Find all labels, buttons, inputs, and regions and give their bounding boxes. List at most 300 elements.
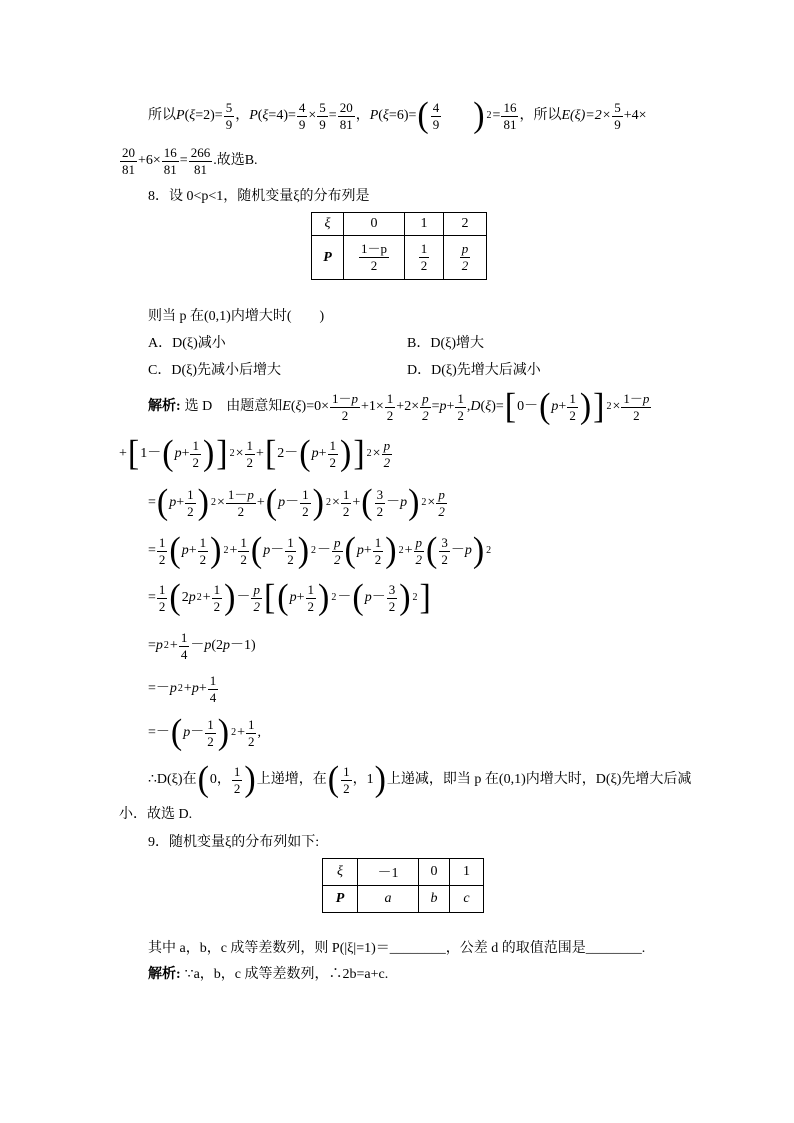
math-glyph: 1 — [233, 763, 241, 779]
fraction — [338, 101, 355, 131]
fraction — [419, 242, 430, 272]
math-glyph: 2 — [374, 551, 382, 567]
math-glyph: [ — [263, 578, 276, 618]
denominator: 81 — [503, 116, 517, 132]
q8-solution-line-5: = $\frac{1}{2}$ ( 2 p 2 + $\frac{1}{2}$ ) － $\frac{p}{2}$ [ ( p + $\frac{1}{2}$ ) 2 － ( p － $\frac{3}{2}$ ) 2 ] — [148, 578, 431, 618]
math-glyph — [382, 439, 393, 469]
math-glyph: ξ — [485, 399, 492, 414]
math-glyph: 1 — [342, 486, 350, 502]
denominator: 9 — [614, 116, 621, 132]
math-glyph: 2 — [302, 503, 309, 519]
math-glyph: ( — [197, 760, 209, 800]
math-glyph: 2 — [386, 407, 394, 423]
math-glyph — [385, 392, 396, 422]
text: = — [179, 153, 188, 168]
math-glyph — [285, 536, 296, 566]
math-glyph: ) — [244, 760, 256, 800]
math-glyph: ) — [297, 531, 310, 571]
text: = — [328, 108, 337, 123]
math-glyph: 2 — [334, 551, 341, 567]
math-glyph: ( — [344, 531, 356, 571]
text: P — [369, 108, 379, 123]
denominator: 9 — [225, 116, 233, 132]
math-glyph: 1 — [302, 486, 309, 502]
fraction — [224, 101, 235, 131]
math-glyph — [375, 488, 386, 518]
numerator: 5 — [319, 99, 326, 115]
fraction — [162, 146, 179, 176]
q8-option-b: B．D(ξ)增大 — [407, 336, 485, 351]
math-glyph: p — [383, 437, 391, 453]
math-glyph: p — [356, 543, 364, 558]
math-glyph: ( — [539, 387, 551, 427]
denominator: 2 — [461, 258, 469, 273]
text: P — [249, 108, 258, 123]
math-glyph — [323, 859, 484, 886]
q8-solution-line-1: 解析: 选 D 由题意知 E ( ξ )=0× $\frac{1-p}{2}$ +1× $\frac{1}{2}$ +2× $\frac{p}{2}$ = p + $\frac{1}{2}$ , D ( ξ )= [ 0－ ( p + $\frac{1}{2}$ ) ] 2 × $\frac{1-p}{2}$ — [148, 387, 650, 427]
math-glyph — [245, 439, 256, 469]
text: E(ξ)=2× — [561, 108, 612, 123]
exponent: 2 — [486, 110, 492, 121]
math-glyph — [238, 536, 249, 566]
math-glyph: p — [334, 534, 341, 550]
math-glyph: 1 — [343, 763, 350, 779]
math-glyph: 2 — [412, 592, 418, 603]
numerator: 4 — [432, 99, 440, 115]
math-glyph — [205, 718, 216, 748]
math-glyph — [198, 536, 209, 566]
fraction — [189, 146, 213, 176]
math-glyph: 1 — [213, 581, 221, 597]
math-glyph: ( — [156, 483, 169, 523]
math-glyph: 1 — [187, 486, 194, 502]
math-glyph: ) — [340, 434, 352, 474]
table-cell: a — [358, 886, 419, 913]
math-glyph: ) — [472, 531, 485, 571]
math-glyph: p — [400, 495, 408, 510]
math-glyph: ) — [318, 578, 330, 618]
q8-solution-line-4: = $\frac{1}{2}$ ( p + $\frac{1}{2}$ ) 2 + $\frac{1}{2}$ ( p － $\frac{1}{2}$ ) 2 － $\frac{p}{2}$ ( p + $\frac{1}{2}$ ) 2 + $\frac{p}{2}$ ( $\frac{3}{2}$ － p ) 2 — [148, 531, 492, 571]
text: = — [492, 108, 501, 123]
text: ξ — [189, 108, 196, 123]
q8-solution-line-8: =－ ( p － $\frac{1}{2}$ ) 2 + $\frac{1}{2}$ , — [148, 713, 261, 753]
math-glyph: p — [204, 638, 212, 653]
math-glyph: p — [642, 390, 650, 406]
math-glyph — [567, 392, 578, 422]
denominator: 81 — [339, 116, 353, 132]
text: 所以 — [533, 108, 562, 123]
math-glyph — [373, 536, 384, 566]
math-glyph: 3 — [441, 534, 448, 550]
denominator: 9 — [319, 116, 326, 132]
math-glyph: 1 — [569, 390, 576, 406]
denominator: 9 — [298, 116, 306, 132]
math-glyph: p — [155, 638, 163, 653]
q8-distribution-table — [311, 212, 487, 280]
numerator: 266 — [190, 144, 211, 160]
text: ξ — [262, 108, 269, 123]
math-glyph: 2 — [287, 551, 294, 567]
q8-option-d: D．D(ξ)先增大后减小 — [407, 363, 541, 378]
math-glyph: 3 — [388, 581, 396, 597]
table-header: 0 — [344, 213, 405, 236]
math-glyph: 2 — [163, 640, 169, 651]
math-glyph: p — [263, 543, 271, 558]
solution-label: 解析: — [148, 399, 181, 414]
denominator: 2 — [370, 258, 378, 273]
numerator: 5 — [614, 99, 621, 115]
math-glyph: 2 — [388, 598, 396, 614]
q8-solution-line-2: + [ 1－ ( p + $\frac{1}{2}$ ) ] 2 × $\frac{1}{2}$ + [ 2－ ( p + $\frac{1}{2}$ ) ] 2 × $\frac{p}{2}$ — [119, 434, 391, 474]
table-header: 1 — [450, 859, 484, 886]
q9-question: 其中 a，b，c 成等差数列，则 P(|ξ|=1)＝________，公差 d 的取值范围是________. — [148, 941, 646, 956]
math-glyph — [439, 536, 450, 566]
math-glyph: 2 — [307, 598, 315, 614]
fraction — [431, 101, 442, 131]
math-glyph: 2 — [486, 545, 492, 556]
right-paren: ) — [473, 96, 485, 136]
table-header: ξ — [312, 213, 344, 236]
math-glyph: 2 — [231, 727, 237, 738]
math-glyph — [323, 886, 484, 913]
math-glyph — [312, 236, 487, 280]
text: 选 D 由题意知 — [184, 399, 283, 414]
math-glyph: 2 — [422, 407, 429, 423]
text: × — [308, 108, 317, 123]
text: 上递增，在 — [256, 772, 327, 787]
math-glyph — [387, 583, 398, 613]
math-glyph: 1 — [207, 716, 214, 732]
math-glyph: ) — [408, 483, 420, 523]
text: ， — [235, 108, 250, 123]
math-glyph: ) — [579, 387, 592, 427]
q9-distribution-table — [322, 858, 484, 913]
text: +6× — [138, 153, 161, 168]
math-glyph: ) — [210, 531, 222, 571]
text: ∴D(ξ)在 — [148, 772, 197, 787]
math-glyph: 4 — [180, 646, 188, 662]
denominator: 81 — [122, 161, 135, 177]
math-glyph: 2 — [376, 503, 384, 519]
math-glyph: 2 — [196, 592, 202, 603]
numerator: 5 — [225, 99, 233, 115]
q8-question: 则当 p 在(0,1)内增大时( ) — [148, 309, 325, 324]
math-glyph: 2 — [237, 503, 245, 519]
math-glyph: ( — [250, 531, 263, 571]
math-glyph: 1 — [246, 437, 254, 453]
math-glyph — [179, 631, 190, 661]
math-glyph: p — [181, 543, 189, 558]
denominator: 81 — [193, 161, 207, 177]
math-glyph: 2 — [331, 592, 337, 603]
numerator: 16 — [163, 144, 177, 160]
math-glyph: 1 — [240, 534, 247, 550]
math-glyph: p — [183, 725, 191, 740]
denominator: 9 — [432, 116, 440, 132]
intro-line-1: 所以 P ( ξ =2)= $\frac{5}{9}$ ， P ( ξ =4)= $\frac{4}{9}$ × $\frac{5}{9}$ = $\frac{20}{81}$ ， P ( ξ =6)= ( $\frac{4}{9}$ ) 2 = $\frac{16}{81}$ ， 所以 E(ξ)=2× $\frac{5}{9}$ +4× — [148, 96, 647, 136]
math-glyph: 2 — [383, 454, 391, 470]
math-glyph — [157, 583, 168, 613]
math-glyph: 2 — [457, 407, 464, 423]
q8-solution-line-7: =－ p 2 + p + $\frac{1}{4}$ — [148, 672, 217, 705]
math-glyph: 2 — [606, 401, 612, 412]
math-glyph: p — [551, 399, 559, 414]
math-glyph — [436, 488, 447, 518]
math-glyph: p — [439, 399, 447, 414]
text: .故选B. — [213, 153, 258, 168]
math-glyph: ) — [224, 578, 236, 618]
math-glyph: 2 — [415, 551, 422, 567]
math-glyph: 2 — [158, 551, 166, 567]
math-glyph: 1－p — [227, 486, 254, 502]
text: ， — [519, 108, 534, 123]
fraction — [120, 146, 137, 176]
table-row-label: P — [312, 236, 344, 280]
text: ∵a，b，c 成等差数列，∴2b=a+c. — [184, 967, 389, 982]
math-glyph: 2 — [398, 545, 404, 556]
text: =2)= — [195, 108, 223, 123]
math-glyph: 2 — [342, 503, 350, 519]
numerator: 16 — [503, 99, 517, 115]
table-cell — [405, 236, 444, 280]
math-glyph: ] — [353, 434, 365, 474]
math-glyph: p — [278, 495, 286, 510]
text: =6)= — [388, 108, 417, 123]
math-glyph: 2 — [233, 780, 241, 796]
q8-stem: 8．设 0<p<1，随机变量ξ的分布列是 — [148, 189, 370, 204]
math-glyph — [226, 488, 256, 518]
math-glyph — [455, 392, 466, 422]
left-paren: ( — [417, 96, 429, 136]
fraction — [317, 101, 328, 131]
math-glyph: 2 — [223, 545, 229, 556]
math-glyph — [414, 536, 425, 566]
table-cell: c — [450, 886, 484, 913]
math-glyph: ( — [169, 531, 181, 571]
text: ， — [355, 108, 370, 123]
q8-solution-line-6: = p 2 + $\frac{1}{4}$ － p (2 p －1) — [148, 629, 256, 662]
fraction — [501, 101, 518, 131]
math-glyph: 2 — [213, 598, 221, 614]
math-glyph — [312, 213, 487, 280]
math-glyph: ( — [162, 434, 174, 474]
math-glyph: 2 — [192, 454, 199, 470]
math-glyph: p — [364, 590, 372, 605]
numerator: 1 — [420, 241, 428, 257]
math-glyph: 2 — [247, 733, 255, 749]
math-glyph: E — [282, 399, 291, 414]
math-glyph: ) — [197, 483, 209, 523]
math-glyph: ( — [277, 578, 289, 618]
text: +4× — [623, 108, 647, 123]
math-glyph: 2 — [421, 497, 427, 508]
math-glyph: 2 — [441, 551, 448, 567]
q8-solution-line-3: = ( p + $\frac{1}{2}$ ) 2 × $\frac{1-p}{2}$ + ( p － $\frac{1}{2}$ ) 2 × $\frac{1}{2}$ + ( $\frac{3}{2}$ － p ) 2 × $\frac{p}{2}$ — [148, 483, 445, 523]
solution-label: 解析: — [148, 967, 181, 982]
table-header: ξ — [323, 859, 358, 886]
math-glyph: [ — [504, 387, 517, 427]
math-glyph — [232, 765, 243, 795]
math-glyph: 2 — [341, 407, 349, 423]
math-glyph — [341, 488, 352, 518]
math-glyph — [306, 583, 317, 613]
math-glyph: ( — [265, 483, 278, 523]
math-glyph: 1 — [386, 390, 394, 406]
math-glyph: [ — [264, 434, 277, 474]
math-glyph: ( — [327, 760, 340, 800]
math-glyph — [251, 583, 262, 613]
table-cell: b — [419, 886, 450, 913]
math-glyph: p — [289, 590, 297, 605]
math-glyph — [208, 674, 219, 704]
math-glyph — [330, 392, 360, 422]
fraction — [359, 242, 389, 272]
math-glyph — [621, 392, 651, 422]
math-glyph: 1 — [374, 534, 382, 550]
denominator: 2 — [420, 258, 428, 273]
table-header: 0 — [419, 859, 450, 886]
math-glyph — [332, 536, 343, 566]
math-glyph: 2 — [633, 407, 640, 423]
math-glyph: ) — [374, 760, 386, 800]
math-glyph: 1 — [192, 437, 199, 453]
text: P — [176, 108, 185, 123]
math-glyph: 1 — [180, 629, 188, 645]
numerator: 20 — [339, 99, 353, 115]
math-glyph: 2 — [187, 503, 194, 519]
math-glyph: 1－p — [623, 390, 650, 406]
intro-line-2 — [119, 143, 258, 179]
math-glyph — [246, 718, 257, 748]
math-glyph: 2 — [438, 503, 445, 519]
text: 所以 — [148, 108, 176, 123]
math-glyph: 2 — [366, 448, 372, 459]
math-glyph: p — [169, 495, 177, 510]
fraction — [612, 101, 623, 131]
fraction — [297, 101, 308, 131]
q9-solution — [148, 968, 388, 982]
math-glyph: 2 — [240, 551, 247, 567]
math-glyph: 2 — [207, 733, 214, 749]
math-glyph: 2 — [229, 448, 235, 459]
math-glyph: p — [438, 486, 445, 502]
math-glyph: 1 — [307, 581, 315, 597]
math-glyph: 2 — [158, 598, 166, 614]
fraction — [460, 242, 471, 272]
math-glyph: 1 — [247, 716, 255, 732]
math-glyph — [185, 488, 196, 518]
math-glyph: 1 — [158, 534, 166, 550]
math-glyph: 2 — [253, 598, 260, 614]
q8-conclusion: ∴D(ξ)在 ( 0， $\frac{1}{2}$ ) 上递增，在 ( $\frac{1}{2}$ ，1 ) 上递减，即当 p 在(0,1)内增大时，D(ξ)先增大后减 — [148, 760, 692, 800]
math-glyph: 2 — [343, 780, 350, 796]
math-glyph: 1 — [199, 534, 207, 550]
text: =4)= — [268, 108, 296, 123]
math-glyph: ( — [361, 483, 373, 523]
numerator: p — [461, 241, 469, 257]
math-glyph: p — [169, 681, 177, 696]
table-header: 1 — [405, 213, 444, 236]
math-glyph: p — [247, 486, 254, 502]
math-glyph: [ — [127, 434, 140, 474]
math-glyph: p — [464, 543, 472, 558]
math-glyph: ) — [217, 713, 230, 753]
table-cell — [444, 236, 487, 280]
math-glyph: 2 — [329, 454, 336, 470]
math-glyph: ) — [385, 531, 397, 571]
math-glyph: ( — [426, 531, 438, 571]
math-glyph: ] — [593, 387, 605, 427]
math-glyph: p — [191, 681, 199, 696]
math-glyph — [328, 439, 339, 469]
math-glyph: 1 — [158, 581, 166, 597]
q9-stem: 9．随机变量ξ的分布列如下: — [148, 835, 320, 850]
table-header: －1 — [358, 859, 419, 886]
math-glyph: 2 — [199, 551, 207, 567]
math-glyph: ( — [299, 434, 311, 474]
math-glyph: 2 — [569, 407, 576, 423]
math-glyph — [312, 213, 487, 236]
math-glyph: 1 — [287, 534, 294, 550]
math-glyph — [341, 765, 352, 795]
math-glyph: ( — [170, 713, 183, 753]
math-glyph: 2 — [311, 545, 317, 556]
math-glyph: ) — [399, 578, 411, 618]
numerator: 4 — [298, 99, 306, 115]
text: 上递减，即当 p 在(0,1)内增大时，D(ξ)先增大后减 — [386, 772, 692, 787]
q8-option-c: C．D(ξ)先减小后增大 — [148, 363, 282, 378]
math-glyph: D — [470, 399, 481, 414]
numerator: 1－p — [360, 241, 387, 257]
math-glyph: 4 — [209, 689, 217, 705]
math-glyph: 2 — [325, 497, 331, 508]
math-glyph — [323, 859, 484, 913]
math-glyph: ] — [419, 578, 431, 618]
q8-conclusion-end: 小．故选 D. — [119, 807, 193, 822]
math-glyph: 1 — [209, 672, 217, 688]
table-row-label: P — [323, 886, 358, 913]
math-glyph: 2 — [246, 454, 254, 470]
math-glyph: ] — [216, 434, 228, 474]
math-glyph: ξ — [295, 399, 302, 414]
math-glyph: 1－p — [331, 390, 358, 406]
math-glyph — [157, 536, 168, 566]
math-glyph: p — [222, 638, 230, 653]
math-glyph — [300, 488, 311, 518]
math-glyph: p — [188, 590, 196, 605]
math-glyph: p — [415, 534, 422, 550]
math-glyph — [190, 439, 201, 469]
math-glyph — [420, 392, 431, 422]
math-glyph: ) — [312, 483, 324, 523]
denominator: 81 — [163, 161, 177, 177]
math-glyph: 2 — [177, 683, 183, 694]
q8-option-a: A．D(ξ)减小 — [148, 336, 226, 351]
math-glyph: ) — [202, 434, 215, 474]
numerator: 20 — [122, 144, 135, 160]
math-glyph: ( — [352, 578, 364, 618]
math-glyph: 1 — [329, 437, 336, 453]
table-cell — [344, 236, 405, 280]
math-glyph: ( — [169, 578, 181, 618]
table-header: 2 — [444, 213, 487, 236]
math-glyph: p — [311, 446, 319, 461]
math-glyph: 1 — [457, 390, 464, 406]
math-glyph — [212, 583, 223, 613]
math-glyph: 2 — [210, 497, 216, 508]
text: ξ — [382, 108, 389, 123]
math-glyph: 3 — [376, 486, 384, 502]
